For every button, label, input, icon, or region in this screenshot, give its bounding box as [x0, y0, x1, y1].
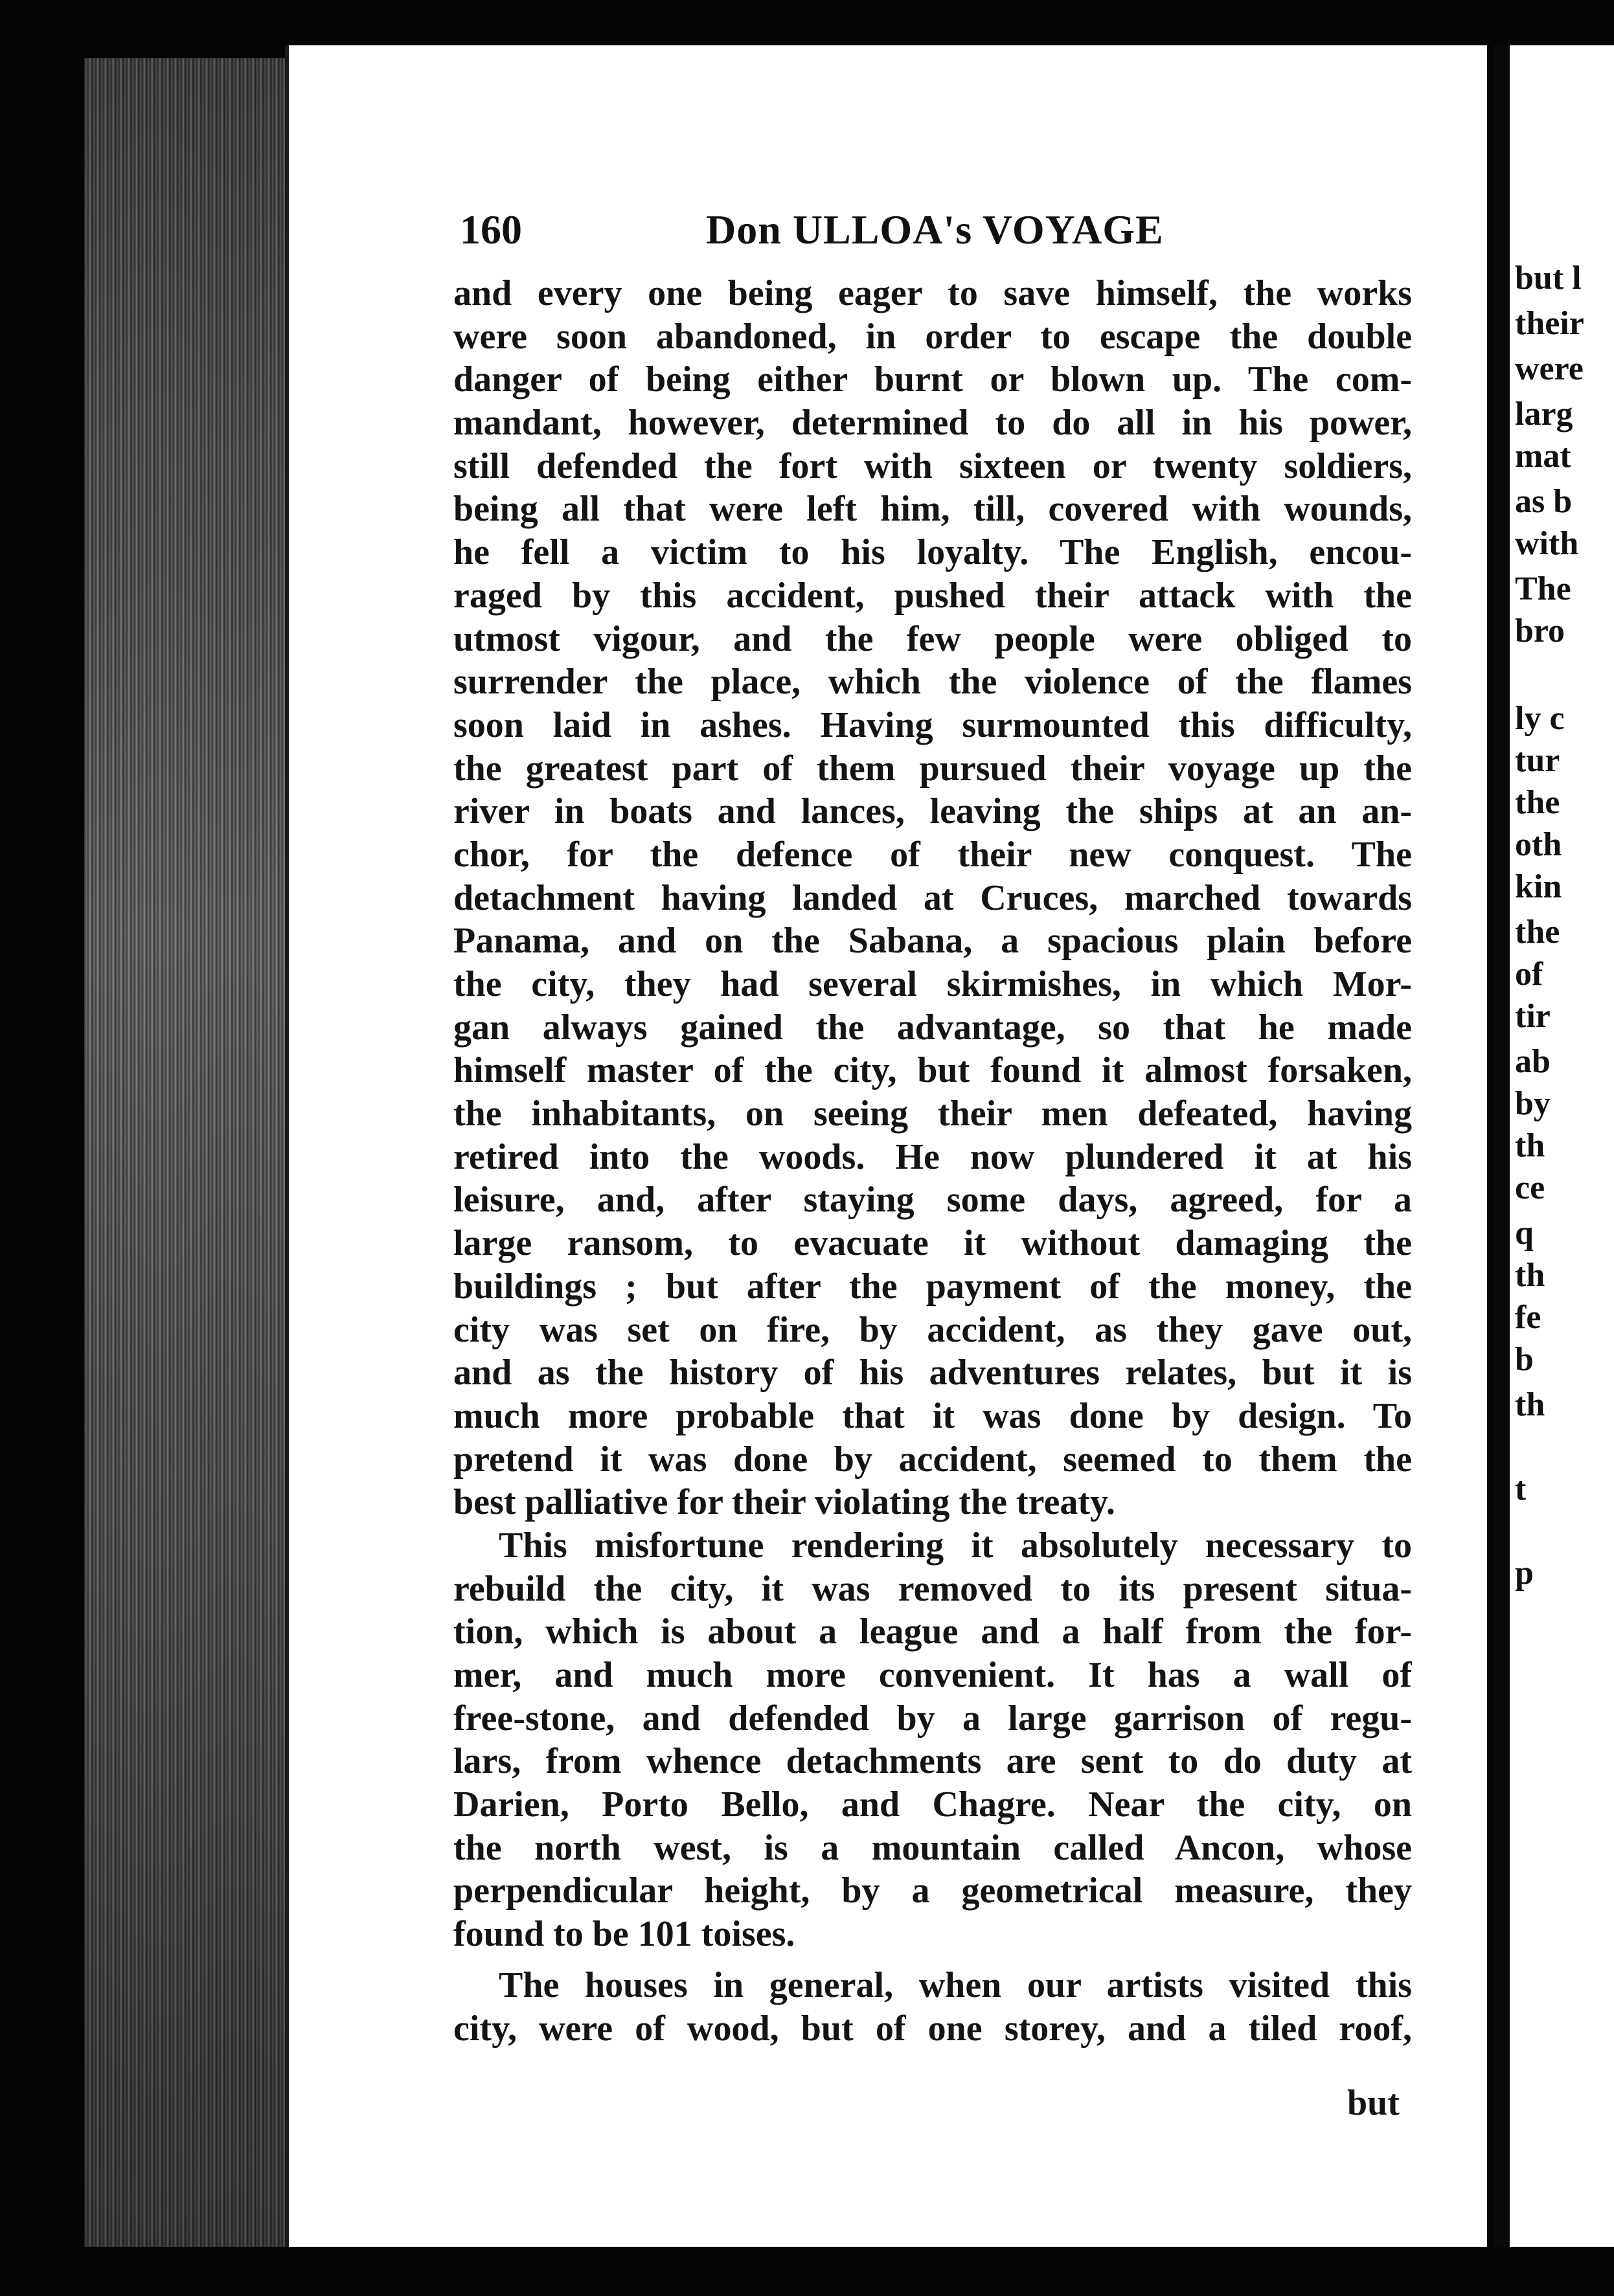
- page-number: 160: [460, 207, 522, 253]
- facing-fragment: oth: [1515, 826, 1562, 863]
- facing-fragment: mat: [1515, 438, 1571, 475]
- facing-fragment: with: [1515, 525, 1579, 562]
- text-line: tion, which is about a league and a half from the for-: [453, 1612, 1412, 1652]
- text-line: utmost vigour, and the few people were obliged to: [453, 618, 1412, 659]
- text-line: Darien, Porto Bello, and Chagre. Near the city, on: [453, 1784, 1412, 1825]
- facing-fragment: th: [1515, 1127, 1545, 1164]
- facing-fragment: tir: [1515, 998, 1551, 1035]
- text-line: rebuild the city, it was removed to its present situa-: [453, 1568, 1412, 1609]
- text-line: danger of being either burnt or blown up. The com-: [453, 359, 1412, 400]
- paragraph-first-line: The houses in general, when our artists visited this: [499, 1964, 1412, 2005]
- facing-fragment: ce: [1515, 1169, 1545, 1206]
- facing-fragment: the: [1515, 914, 1560, 951]
- facing-fragment: were: [1515, 350, 1584, 387]
- running-title: Don ULLOA's VOYAGE: [706, 207, 1164, 253]
- text-line: leisure, and, after staying some days, agreed, for a: [453, 1180, 1412, 1221]
- text-line: the city, they had several skirmishes, in which Mor-: [453, 964, 1412, 1004]
- text-line: buildings ; but after the payment of the money, the: [453, 1266, 1412, 1307]
- facing-fragment: kin: [1515, 868, 1562, 905]
- facing-fragment: larg: [1515, 396, 1573, 433]
- text-line: still defended the fort with sixteen or twenty soldiers,: [453, 445, 1412, 486]
- text-line: much more probable that it was done by design. To: [453, 1395, 1412, 1436]
- facing-fragment: ly c: [1515, 700, 1565, 737]
- facing-fragment: bro: [1515, 613, 1565, 649]
- text-line: soon laid in ashes. Having surmounted this difficulty,: [453, 704, 1412, 745]
- text-line: free-stone, and defended by a large garrison of regu-: [453, 1698, 1412, 1739]
- running-head: [460, 206, 1399, 264]
- text-line: and as the history of his adventures relates, but it is: [453, 1353, 1412, 1393]
- facing-fragment: t: [1515, 1470, 1527, 1507]
- facing-fragment: as b: [1515, 483, 1573, 520]
- text-line: the inhabitants, on seeing their men defeated, having: [453, 1094, 1412, 1134]
- text-line: he fell a victim to his loyalty. The English, encou-: [453, 532, 1412, 573]
- text-line: lars, from whence detachments are sent to do duty at: [453, 1741, 1412, 1782]
- text-line: pretend it was done by accident, seemed to them the: [453, 1439, 1412, 1480]
- text-line: and every one being eager to save himself, the works: [453, 273, 1412, 313]
- text-line: gan always gained the advantage, so that he made: [453, 1007, 1412, 1048]
- text-line: mandant, however, determined to do all in his power,: [453, 403, 1412, 444]
- text-line: detachment having landed at Cruces, marched towards: [453, 877, 1412, 918]
- facing-fragment: of: [1515, 956, 1543, 993]
- facing-fragment: but l: [1515, 260, 1582, 297]
- text-line: city, were of wood, but of one storey, and a tiled roof,: [453, 2008, 1412, 2049]
- catchword: but: [1347, 2083, 1400, 2123]
- facing-fragment: p: [1515, 1555, 1534, 1592]
- body-text: [453, 272, 1412, 2050]
- facing-fragment: by: [1515, 1085, 1551, 1122]
- text-line: being all that were left him, till, covered with wounds,: [453, 489, 1412, 530]
- facing-fragment: b: [1515, 1341, 1534, 1378]
- text-line: were soon abandoned, in order to escape the double: [453, 316, 1412, 357]
- facing-page-sliver: [1493, 45, 1614, 2247]
- text-line: Panama, and on the Sabana, a spacious plain before: [453, 921, 1412, 962]
- facing-fragment: tur: [1515, 742, 1560, 779]
- text-line: the greatest part of them pursued their voyage up the: [453, 748, 1412, 789]
- text-line: retired into the woods. He now plundered it at his: [453, 1136, 1412, 1177]
- facing-fragment: their: [1515, 305, 1584, 342]
- text-line: large ransom, to evacuate it without damaging the: [453, 1223, 1412, 1264]
- text-line: surrender the place, which the violence of the flames: [453, 662, 1412, 703]
- text-line: city was set on fire, by accident, as they gave out,: [453, 1309, 1412, 1350]
- text-line: best palliative for their violating the treaty.: [453, 1482, 1115, 1523]
- text-line: mer, and much more convenient. It has a wall of: [453, 1655, 1412, 1695]
- text-line: chor, for the defence of their new conquest. The: [453, 834, 1412, 875]
- facing-fragment: the: [1515, 784, 1560, 821]
- text-line: the north west, is a mountain called Ancon, whose: [453, 1827, 1412, 1868]
- text-line: river in boats and lances, leaving the ships at an an-: [453, 791, 1412, 832]
- facing-fragment: th: [1515, 1386, 1545, 1423]
- page-edges: [84, 58, 298, 2247]
- facing-fragment: fe: [1515, 1299, 1541, 1336]
- facing-fragment: th: [1515, 1257, 1545, 1294]
- paragraph-gap: [453, 1956, 1412, 1964]
- paragraph-first-line: This misfortune rendering it absolutely necessary to: [499, 1525, 1412, 1566]
- text-line: found to be 101 toises.: [453, 1914, 795, 1955]
- facing-fragment: q: [1515, 1215, 1534, 1252]
- text-line: himself master of the city, but found it almost forsaken,: [453, 1050, 1412, 1091]
- text-line: raged by this accident, pushed their attack with the: [453, 575, 1412, 616]
- facing-fragment: ab: [1515, 1043, 1551, 1080]
- facing-fragment: The: [1515, 570, 1571, 607]
- text-line: perpendicular height, by a geometrical measure, they: [453, 1871, 1412, 1911]
